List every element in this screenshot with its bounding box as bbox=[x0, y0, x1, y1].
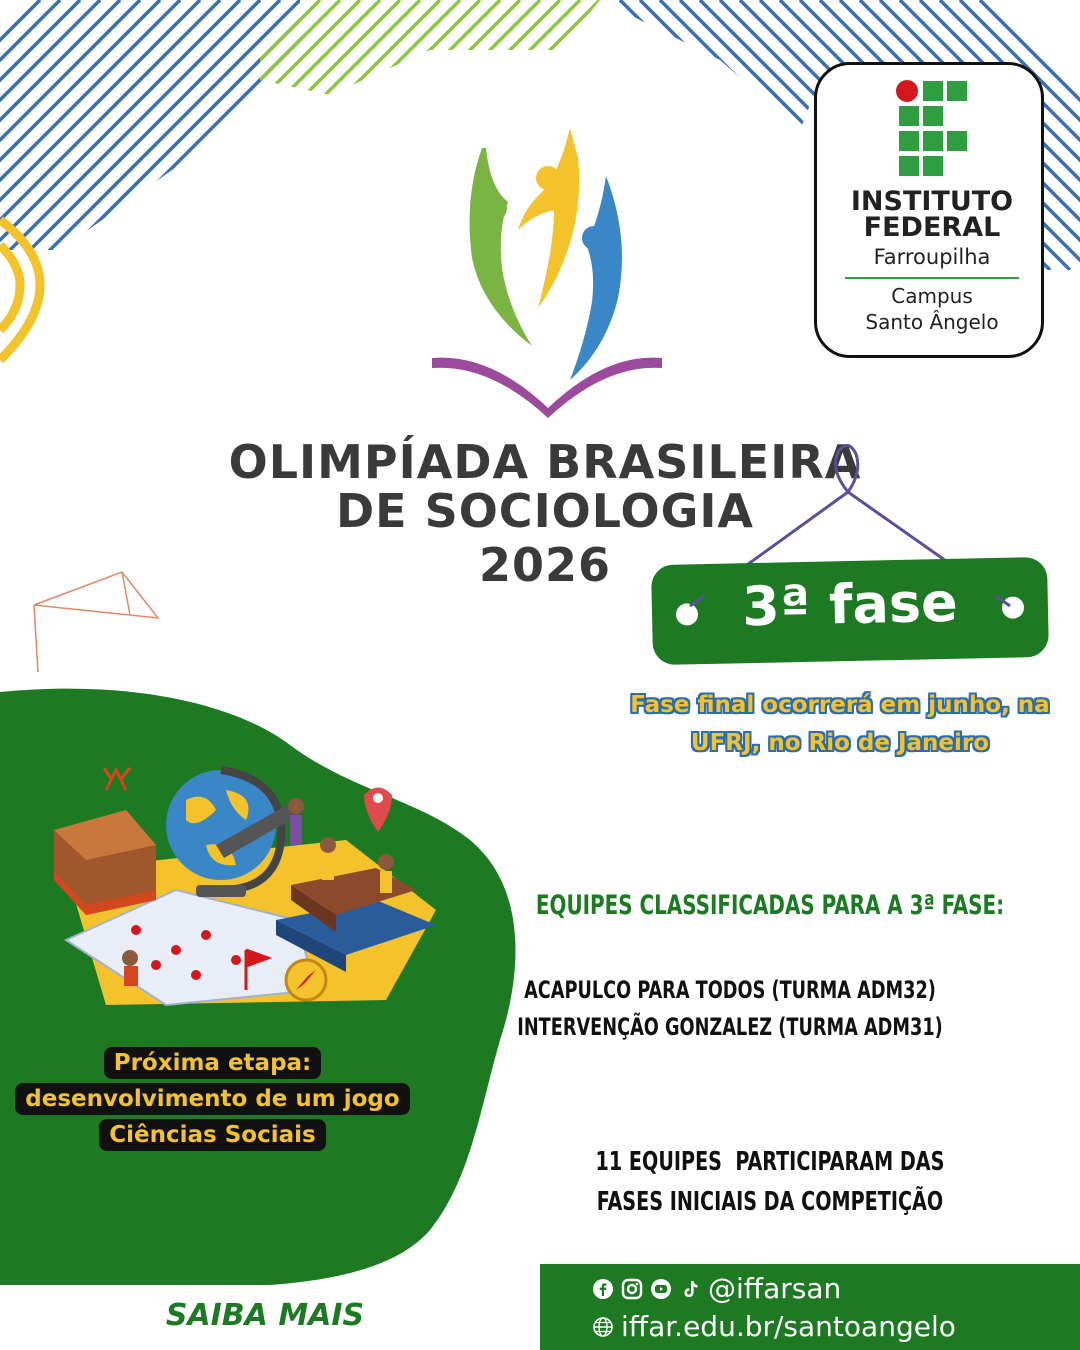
instagram-icon[interactable] bbox=[621, 1278, 643, 1300]
website-link[interactable]: iffar.edu.br/santoangelo bbox=[621, 1310, 956, 1343]
youtube-icon[interactable] bbox=[650, 1278, 672, 1300]
team-item: ACAPULCO PARA TODOS (TURMA ADM32) bbox=[524, 976, 936, 1004]
globe-icon bbox=[592, 1316, 614, 1338]
final-note-line2: UFRJ, no Rio de Janeiro bbox=[690, 730, 990, 756]
institution-mark-icon bbox=[895, 79, 971, 179]
team-item: INTERVENÇÃO GONZALEZ (TURMA ADM31) bbox=[517, 1013, 943, 1041]
social-handle[interactable]: @iffarsan bbox=[708, 1272, 842, 1305]
participants-note bbox=[549, 1142, 992, 1222]
social-row bbox=[592, 1272, 841, 1305]
next-step-line3: Ciências Sociais bbox=[99, 1119, 325, 1151]
institution-logo bbox=[814, 62, 1044, 358]
campus-line1: Campus bbox=[891, 284, 973, 308]
education-illustration bbox=[46, 750, 456, 1020]
campus-line2: Santo Ângelo bbox=[865, 310, 999, 334]
next-step-line1: Próxima etapa: bbox=[104, 1047, 322, 1079]
institution-name-line2: FEDERAL bbox=[863, 212, 1001, 243]
saiba-mais-link[interactable]: SAIBA MAIS bbox=[165, 1298, 365, 1333]
institution-name-line1: INSTITUTO bbox=[850, 186, 1014, 217]
teams-list bbox=[484, 972, 976, 1046]
participants-line2: FASES INICIAIS DA COMPETIÇÃO bbox=[596, 1187, 944, 1217]
campus-name bbox=[817, 283, 1047, 335]
website-row bbox=[592, 1310, 956, 1343]
event-title-line1: OLIMPÍADA BRASILEIRA bbox=[228, 435, 862, 489]
final-note-line1: Fase final ocorrerá em junho, na bbox=[630, 692, 1050, 718]
next-step-line2: desenvolvimento de um jogo bbox=[15, 1083, 409, 1115]
social-footer bbox=[540, 1264, 1080, 1350]
final-phase-note bbox=[600, 686, 1080, 762]
next-step-note bbox=[0, 1046, 425, 1154]
participants-line1: 11 EQUIPES PARTICIPARAM DAS bbox=[595, 1147, 945, 1177]
phase-label: 3ª fase bbox=[741, 570, 959, 639]
tag-string-ends bbox=[680, 590, 1040, 630]
event-title-line2: DE SOCIOLOGIA bbox=[335, 484, 755, 538]
facebook-icon[interactable] bbox=[592, 1278, 614, 1300]
institution-subtitle: Farroupilha bbox=[873, 245, 991, 269]
event-year: 2026 bbox=[478, 538, 612, 592]
tiktok-icon[interactable] bbox=[679, 1278, 701, 1300]
olympiad-logo bbox=[420, 118, 680, 418]
institution-name bbox=[817, 186, 1047, 243]
teams-heading: EQUIPES CLASSIFICADAS PARA A 3ª FASE: bbox=[535, 890, 1005, 921]
institution-divider bbox=[845, 277, 1019, 279]
